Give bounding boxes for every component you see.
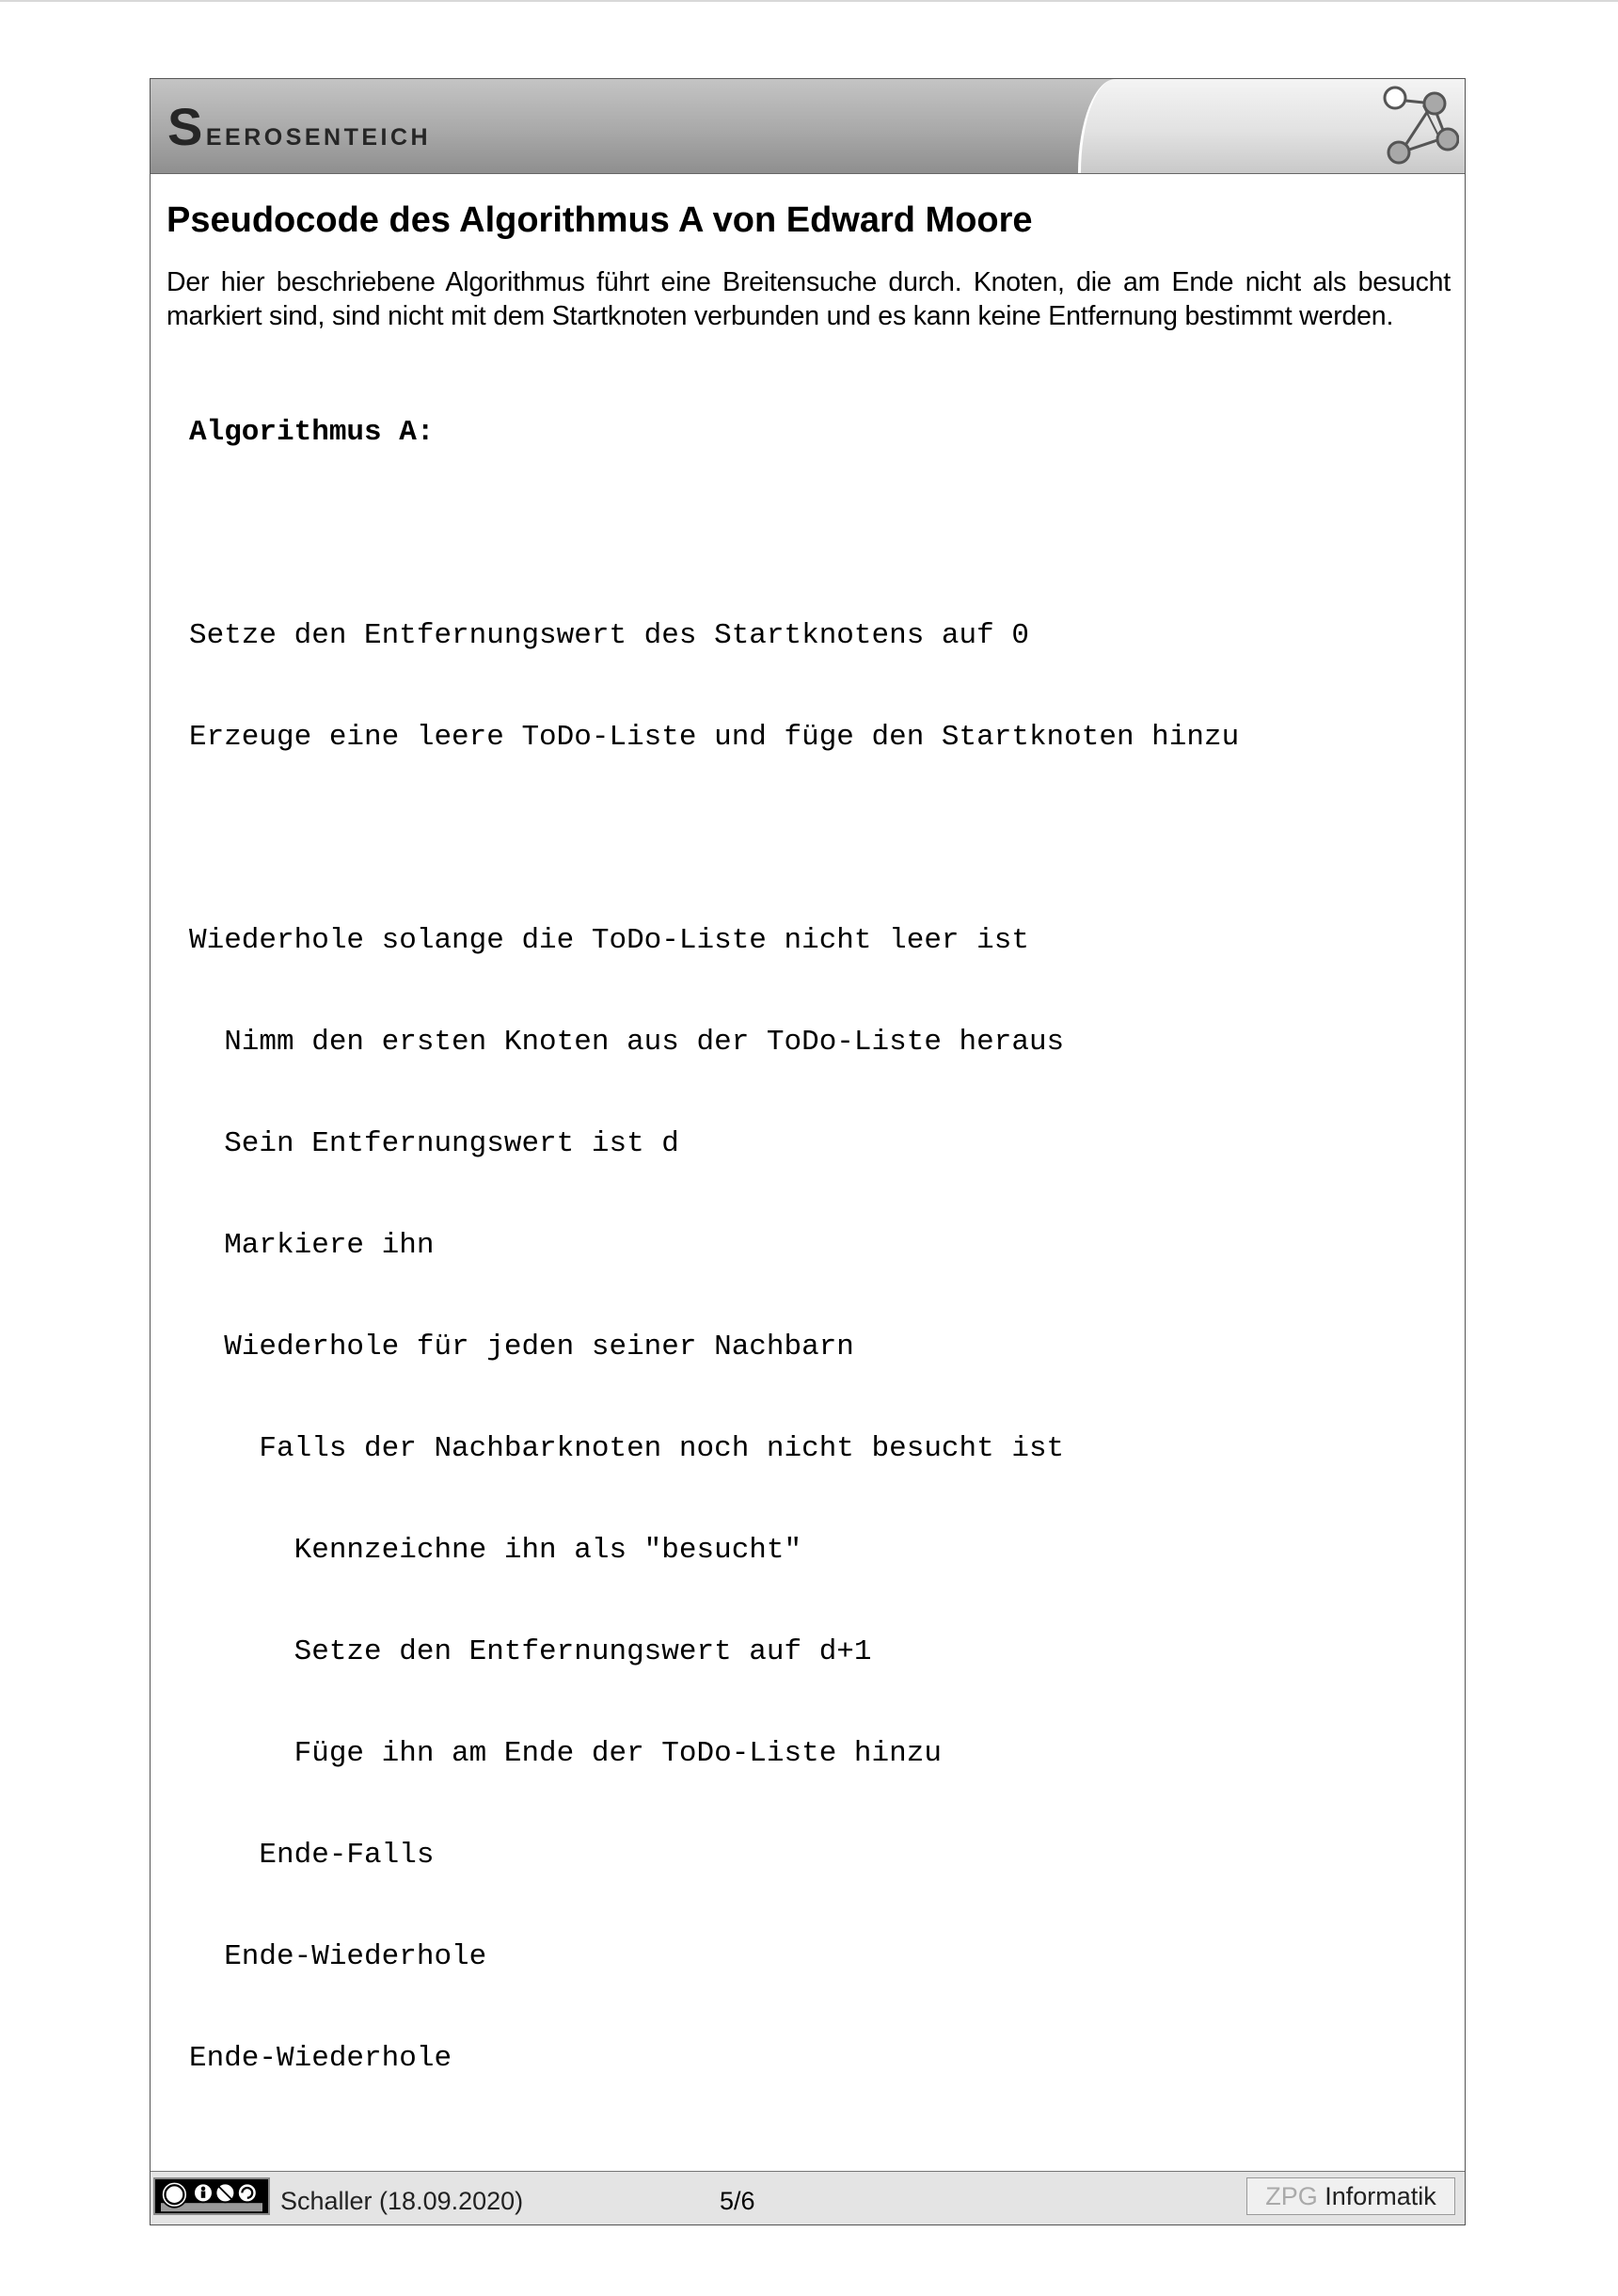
- code-line: Setze den Entfernungswert auf d+1: [189, 1634, 872, 1668]
- top-rule: [0, 0, 1618, 2]
- page-frame: [150, 78, 1466, 2225]
- content-area: [167, 199, 1451, 2144]
- zpg-informatik-badge: [1246, 2177, 1455, 2215]
- brand-prefix: ZPG: [1265, 2182, 1318, 2210]
- code-line: Kennzeichne ihn als "besucht": [189, 1533, 802, 1567]
- code-line: Ende-Falls: [189, 1838, 435, 1872]
- page-number: 5/6: [720, 2187, 755, 2215]
- code-line: [189, 518, 1451, 551]
- code-line: Füge ihn am Ende der ToDo-Liste hinzu: [189, 1736, 942, 1770]
- code-title: Algorithmus A:: [189, 415, 435, 449]
- code-line: Markiere ihn: [189, 1228, 435, 1262]
- page-footer: [151, 2171, 1465, 2224]
- code-line: Erzeuge eine leere ToDo-Liste und füge den Startknoten hinzu: [189, 720, 1240, 754]
- footer-author: Schaller (18.09.2020): [280, 2187, 524, 2215]
- cc-by-nc-sa-icon: [153, 2177, 270, 2215]
- pseudocode-block: [189, 348, 1451, 2144]
- code-line: Ende-Wiederhole: [189, 1939, 487, 1973]
- brand-suffix: Informatik: [1317, 2182, 1436, 2210]
- intro-paragraph: Der hier beschriebene Algorithmus führt eine Breitensuche durch. Knoten, die am Ende nicht als besucht markiert sind, sind nicht mit dem Startknoten verbunden und es kann keine Entfernung bestimmt werden.: [167, 266, 1451, 331]
- graph-nodes-icon: [1376, 85, 1459, 167]
- code-line: Falls der Nachbarknoten noch nicht besucht ist: [189, 1431, 1065, 1465]
- code-line: Sein Entfernungswert ist d: [189, 1126, 679, 1160]
- code-line: Setze den Entfernungswert des Startknotens auf 0: [189, 618, 1029, 652]
- page-header: [151, 79, 1465, 174]
- header-title: Seerosenteich: [167, 97, 432, 156]
- code-line: [189, 822, 1451, 856]
- document-title: Pseudocode des Algorithmus A von Edward Moore: [167, 200, 1033, 240]
- code-line: Wiederhole für jeden seiner Nachbarn: [189, 1330, 854, 1363]
- code-line: Ende-Wiederhole: [189, 2041, 452, 2075]
- code-line: Nimm den ersten Knoten aus der ToDo-Liste heraus: [189, 1025, 1065, 1059]
- code-line: Wiederhole solange die ToDo-Liste nicht leer ist: [189, 923, 1029, 957]
